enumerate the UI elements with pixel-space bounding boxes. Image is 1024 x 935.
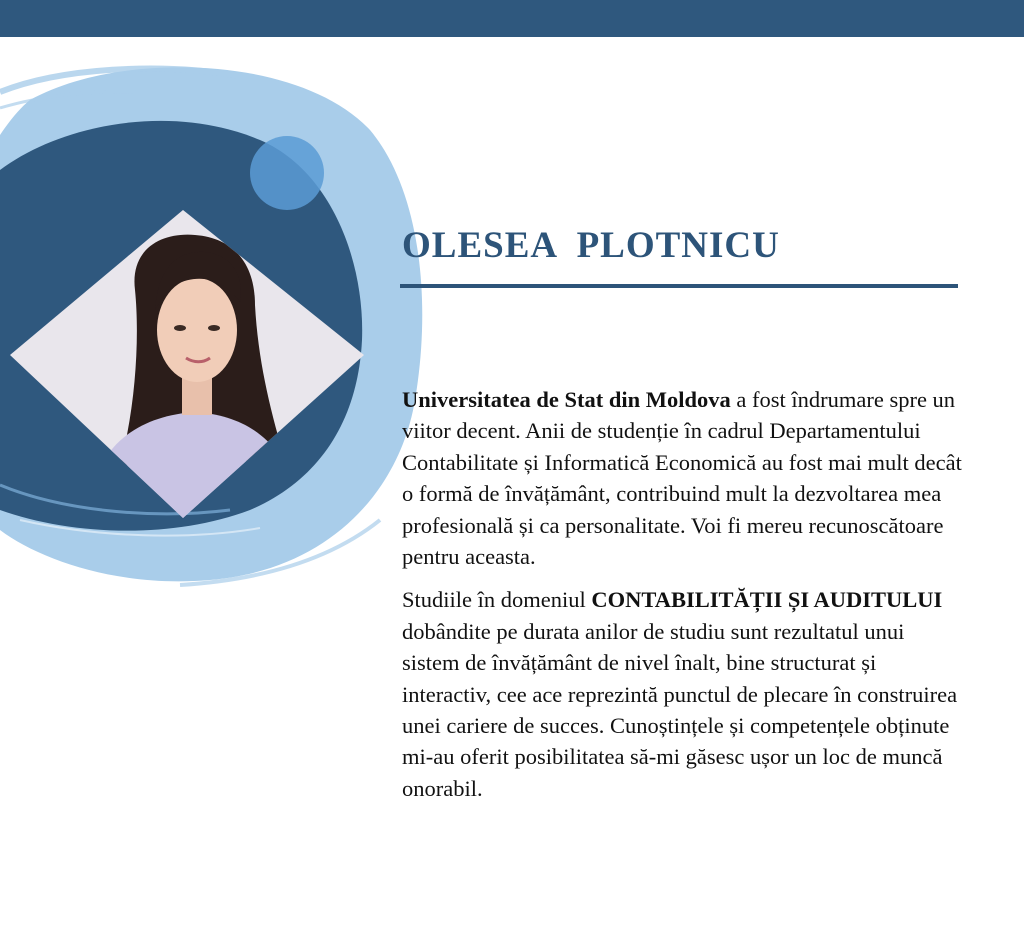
name-underline — [400, 284, 958, 288]
face — [157, 278, 237, 382]
paragraph-university: Universitatea de Stat din Moldova a fost îndrumare spre un viitor decent. Anii de studenție în cadrul Departamentului Contabilitate și Informatică Economică au fost mai mult decât o formă de învățământ, contribuind mult la dezvoltarea mea profesională și ca personalitate. Voi fi mereu recunoscătoare pentru aceasta. — [402, 387, 962, 570]
university-name: Universitatea de Stat din Moldova — [402, 387, 731, 412]
portrait-artwork — [0, 40, 440, 600]
accent-circle — [250, 136, 324, 210]
field-of-study: CONTABILITĂȚII ȘI AUDITULUI — [591, 587, 943, 613]
paragraph-studies: Studiile în domeniul CONTABILITĂȚII ȘI AUDITULUI dobândite pe durata anilor de studiu sunt rezultatul unui sistem de învățământ de nivel înalt, bine structurat și interactiv, cee ace reprezintă punctul de plecare în construirea unei cariere de succes. Cunoștințele și competențele obținute mi-au oferit posibilitatea să-mi găsesc ușor un loc de muncă onorabil. — [402, 587, 958, 801]
top-banner-bar — [0, 0, 1024, 37]
person-name: OLESEA PLOTNICU — [402, 225, 780, 266]
testimonial-text — [402, 384, 962, 816]
